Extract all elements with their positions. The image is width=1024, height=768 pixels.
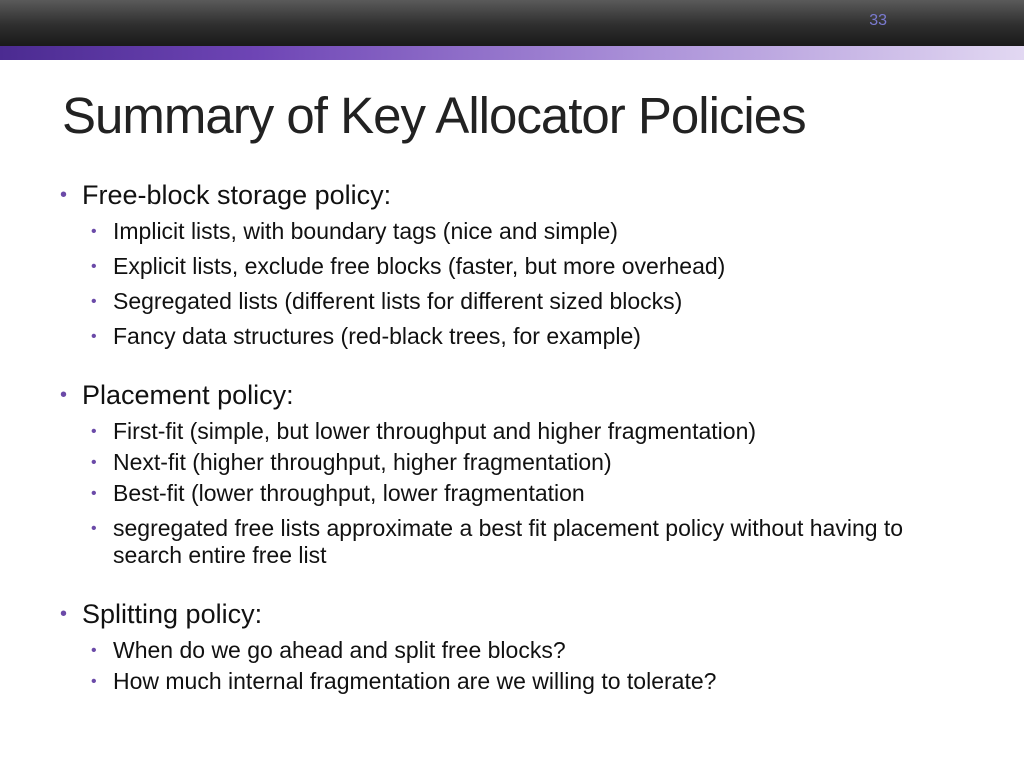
sub-list <box>60 637 960 695</box>
list-item-text: Fancy data structures (red-black trees, for example) <box>113 323 641 349</box>
slide-content <box>60 176 960 695</box>
section-placement <box>60 376 960 569</box>
bullet-icon: • <box>91 328 97 345</box>
list-item <box>91 288 960 315</box>
bullet-icon: • <box>91 520 97 537</box>
section-splitting <box>60 595 960 695</box>
list-item <box>91 323 960 350</box>
bullet-icon: • <box>60 384 68 406</box>
slide-title: Summary of Key Allocator Policies <box>62 87 806 144</box>
section-heading-text: Placement policy: <box>82 380 294 410</box>
bullet-icon: • <box>91 673 97 690</box>
section-heading <box>60 595 960 633</box>
slide-number: 33 <box>869 12 887 29</box>
sub-list <box>60 218 960 350</box>
list-item-text: When do we go ahead and split free blocks? <box>113 637 566 663</box>
list-item <box>91 637 960 664</box>
list-item-text: Implicit lists, with boundary tags (nice and simple) <box>113 218 618 244</box>
list-item-text: How much internal fragmentation are we willing to tolerate? <box>113 668 717 694</box>
sub-list <box>60 418 960 569</box>
list-item <box>91 480 960 507</box>
list-item <box>91 515 960 569</box>
list-item <box>91 253 960 280</box>
bullet-icon: • <box>91 485 97 502</box>
bullet-icon: • <box>91 423 97 440</box>
bullet-icon: • <box>91 293 97 310</box>
section-heading-text: Free-block storage policy: <box>82 180 392 210</box>
bullet-icon: • <box>91 223 97 240</box>
list-item <box>91 668 960 695</box>
section-free-block-storage <box>60 176 960 350</box>
list-item-text: First-fit (simple, but lower throughput and higher fragmentation) <box>113 418 757 444</box>
bullet-icon: • <box>91 454 97 471</box>
list-item <box>91 418 960 445</box>
section-heading-text: Splitting policy: <box>82 599 263 629</box>
bullet-icon: • <box>60 603 68 625</box>
section-heading <box>60 376 960 414</box>
list-item-text: Explicit lists, exclude free blocks (faster, but more overhead) <box>113 253 726 279</box>
bullet-icon: • <box>91 258 97 275</box>
list-item <box>91 218 960 245</box>
list-item-text: Segregated lists (different lists for different sized blocks) <box>113 288 683 314</box>
bullet-icon: • <box>60 184 68 206</box>
list-item <box>91 449 960 476</box>
accent-bar <box>0 46 1024 60</box>
section-heading <box>60 176 960 214</box>
list-item-text: segregated free lists approximate a best fit placement policy without having to search entire free list <box>113 515 904 568</box>
list-item-text: Next-fit (higher throughput, higher fragmentation) <box>113 449 612 475</box>
top-bar <box>0 0 1024 46</box>
bullet-icon: • <box>91 642 97 659</box>
list-item-text: Best-fit (lower throughput, lower fragmentation <box>113 480 585 506</box>
